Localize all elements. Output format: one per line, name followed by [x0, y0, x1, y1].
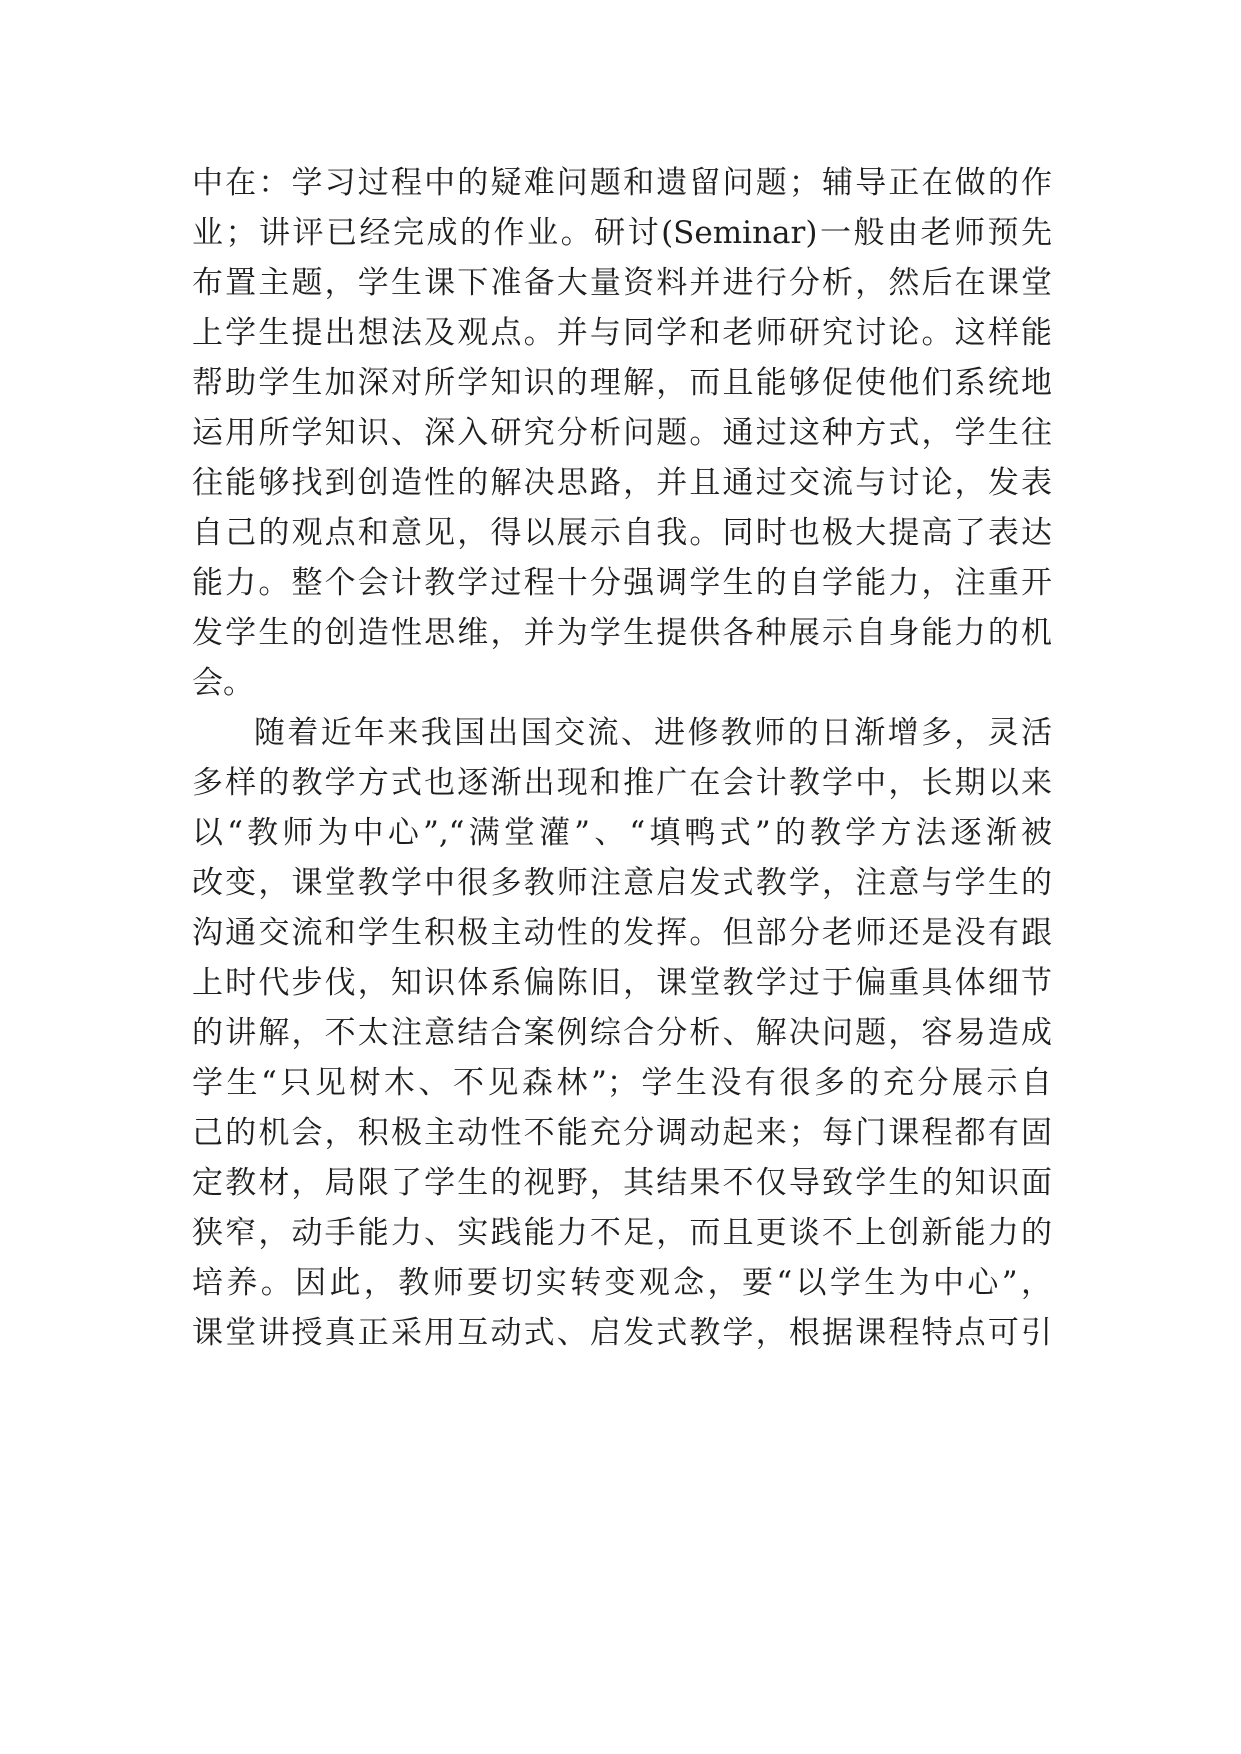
text-line: 学生“只见树木、不见森林”；学生没有很多的充分展示自 — [192, 1065, 1052, 1101]
paragraph-2 — [192, 708, 1052, 1358]
body-text — [192, 158, 1052, 1358]
text-line: 狭窄，动手能力、实践能力不足，而且更谈不上创新能力的 — [192, 1215, 1052, 1251]
text-line: 运用所学知识、深入研究分析问题。通过这种方式，学生往 — [192, 415, 1052, 451]
text-line: 发学生的创造性思维，并为学生提供各种展示自身能力的机 — [192, 615, 1052, 651]
text-line: 帮助学生加深对所学知识的理解，而且能够促使他们系统地 — [192, 365, 1052, 401]
text-line: 会。 — [192, 665, 254, 701]
text-line: 布置主题，学生课下准备大量资料并进行分析，然后在课堂 — [192, 265, 1052, 301]
text-line: 中在：学习过程中的疑难问题和遗留问题；辅导正在做的作 — [192, 165, 1052, 201]
text-line: 的讲解，不太注意结合案例综合分析、解决问题，容易造成 — [192, 1015, 1052, 1051]
text-line: 多样的教学方式也逐渐出现和推广在会计教学中，长期以来 — [192, 765, 1052, 801]
text-line: 己的机会，积极主动性不能充分调动起来；每门课程都有固 — [192, 1115, 1052, 1151]
text-line: 上时代步伐，知识体系偏陈旧，课堂教学过于偏重具体细节 — [192, 965, 1052, 1001]
text-line: 往能够找到创造性的解决思路，并且通过交流与讨论，发表 — [192, 465, 1052, 501]
paragraph-1 — [192, 158, 1052, 708]
text-line: 上学生提出想法及观点。并与同学和老师研究讨论。这样能 — [192, 315, 1052, 351]
text-line: 业；讲评已经完成的作业。研讨(Seminar)一般由老师预先 — [192, 215, 1052, 251]
text-line: 自己的观点和意见，得以展示自我。同时也极大提高了表达 — [192, 515, 1052, 551]
text-line: 课堂讲授真正采用互动式、启发式教学，根据课程特点可引 — [192, 1315, 1052, 1351]
text-line: 沟通交流和学生积极主动性的发挥。但部分老师还是没有跟 — [192, 915, 1052, 951]
text-line: 随着近年来我国出国交流、进修教师的日渐增多，灵活 — [254, 715, 1052, 751]
text-line: 定教材，局限了学生的视野，其结果不仅导致学生的知识面 — [192, 1165, 1052, 1201]
text-line: 以“教师为中心”,“满堂灌”、“填鸭式”的教学方法逐渐被 — [192, 815, 1052, 851]
text-line: 培养。因此，教师要切实转变观念，要“以学生为中心”， — [192, 1265, 1052, 1301]
text-line: 改变，课堂教学中很多教师注意启发式教学，注意与学生的 — [192, 865, 1052, 901]
text-line: 能力。整个会计教学过程十分强调学生的自学能力，注重开 — [192, 565, 1052, 601]
